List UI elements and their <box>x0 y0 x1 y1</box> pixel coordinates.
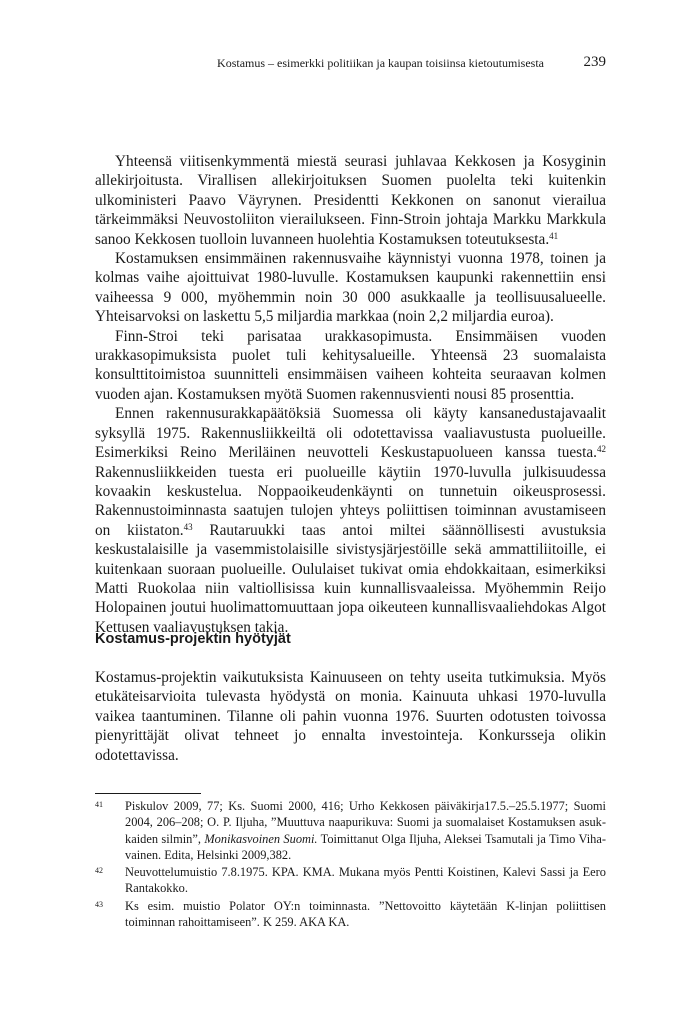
italic-title: Monikasvoinen Suomi. <box>204 831 318 846</box>
footnote-text <box>125 865 606 895</box>
footnote-text <box>125 799 606 862</box>
page-number: 239 <box>583 54 606 70</box>
footnote-number: 41 <box>95 800 103 809</box>
footnote-divider <box>95 793 201 794</box>
footnote-number: 43 <box>95 899 103 909</box>
text-run: Toimittanut Olga Iljuha, Aleksei Tsamutali ja Timo Vihavainen. Edita, Helsinki 2009,382. <box>125 831 606 862</box>
footnote-reference: 43 <box>183 521 193 532</box>
section-heading: Kostamus-projektin hyötyjät <box>95 631 291 647</box>
footnote-reference: 41 <box>549 230 559 241</box>
footnote-reference: 42 <box>597 444 606 455</box>
text-run: Rautaruukki taas antoi miltei säännöllisesti avustuksia keskustalaisille ja vasemmistolaisille sivistysjärjestöille sekä ammattiliitoille, ei kuitenkaan suoraan puolueille. Oululaiset tukivat omia ehdokkaitaan, esimerkiksi Matti Ruokolaa niin valtiollisissa kuin kunnallisvaaleissa. Myöhemmin Reijo Holopainen joutui huolimattomuuttaan jopa oikeuteen kunnallisvaaliehdokas Algot Kettusen vaaliavustuksen takia. <box>95 521 607 636</box>
paragraph <box>95 327 606 405</box>
text-run: Finn-Stroi teki parisataa urakkasopimusta. Ensimmäisen vuoden urakkasopimuksista puolet tuli kehitysalueille. Yhteensä 23 suomalaista konsulttitoimistoa suunnitteli ensimmäisen vaiheen kohteita seuraavan kolmen vuoden ajan. Kostamuksen myötä Suomen rakennusvienti nousi 85 prosenttia. <box>95 327 606 403</box>
text-run: Kostamuksen ensimmäinen rakennusvaihe käynnistyi vuonna 1978, toinen ja kolmas vaihe ajoittuivat 1980-luvulle. Kostamuksen kaupunki rakennettiin ensi vaiheessa 9 000, myöhemmin noin 30 000 asukkaalle ja teollisuusalueelle. Yhteisarvoksi on laskettu 5,5 miljardia markkaa (noin 2,2 miljardia euroa). <box>95 250 606 326</box>
footnote-text <box>125 899 606 929</box>
section-paragraph: Kostamus-projektin vaikutuksista Kainuuseen on tehty useita tutkimuksia. Myös etukäteisarvioita tulevasta hyödystä on monia. Kainuuta uhkasi 1970-luvulla vaikea taantuminen. Tilanne oli pahin vuonna 1976. Suurten odotusten toivossa pienyrittäjät olivat tehneet jo ennalta investointeja. Konkursseja olikin odotettavissa. <box>95 669 606 764</box>
footnote <box>95 798 606 863</box>
paragraph <box>95 404 606 637</box>
running-header <box>95 54 606 74</box>
footnotes <box>95 798 606 931</box>
text-run: Yhteensä viitisenkymmentä miestä seurasi juhlavaa Kekkosen ja Kosyginin allekirjoitusta. Virallisen allekirjoituksen Suomen puolelta teki kuitenkin ulkoministeri Paavo Väyrynen. Presidentti Kekkonen on sanonut vierailua tärkeimmäksi Neuvostoliiton vierailukseen. Finn-Stroin johtaja Markku Markkula sanoo Kekkosen tuolloin luvanneen huolehtia Kostamuksen toteutuksesta. <box>95 153 606 248</box>
main-text <box>95 152 606 637</box>
footnote <box>95 864 606 897</box>
text-run: Ks esim. muistio Polator OY:n toiminnasta. ”Nettovoitto käytetään K-linjan poliittisen toiminnan rahoittamiseen”. K 259. AKA KA. <box>125 898 606 930</box>
running-title: Kostamus – esimerkki politiikan ja kaupan toisiinsa kietoutumisesta <box>217 56 544 70</box>
paragraph <box>95 249 606 327</box>
section-text <box>95 668 606 765</box>
text-run: Piskulov 2009, 77; Ks. Suomi 2000, 416; Urho Kekkosen päiväkirja17.5.–25.5.1977; Suomi 2004, 206–208; O. P. Iljuha, ”Muuttuva naapurikuva: Suomi ja suomalaiset Kostamuksen asukkaiden silmin”, <box>125 799 606 846</box>
footnote <box>95 898 606 931</box>
footnote-number: 42 <box>95 866 103 876</box>
paragraph <box>95 152 606 249</box>
text-run: Ennen rakennusurakkapäätöksiä Suomessa oli käyty kansanedustajavaalit syksyllä 1975. Rakennusliikkeiltä oli odotettavissa vaaliavustusta puolueille. Esimerkiksi Reino Meriläinen neuvotteli Keskustapuolueen kanssa tuesta. <box>95 405 606 462</box>
text-run: Rakennusliikkeiden tuesta eri puolueille käytiin 1970-luvulla julkisuudessa kovaakin keskustelua. Noppaoikeudenkäynti on tunnetuin oikeusprosessi. Rakennustoiminnasta saatujen tulojen yhteys poliittisen toiminnan avustamiseen on kiistaton. <box>95 463 606 539</box>
text-run: Neuvottelumuistio 7.8.1975. KPA. KMA. Mukana myös Pentti Koistinen, Kalevi Sassi ja Eero Rantakokko. <box>125 865 606 896</box>
